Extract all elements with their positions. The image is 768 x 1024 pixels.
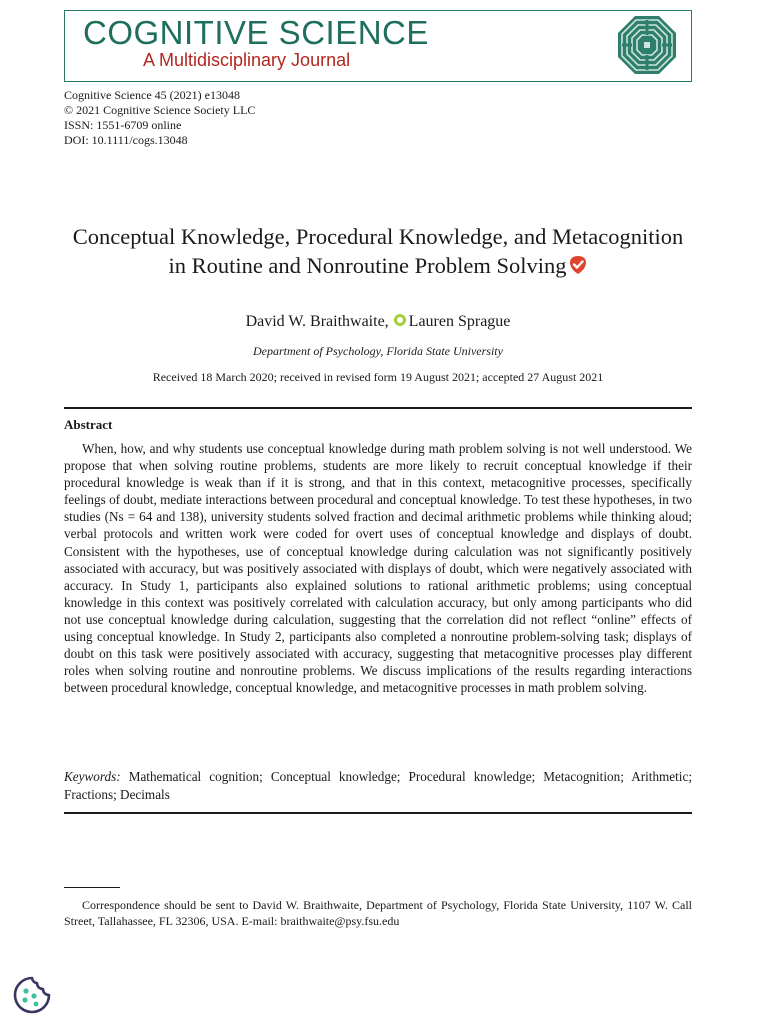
citation: Cognitive Science 45 (2021) e13048 (64, 88, 240, 102)
author-braithwaite: David W. Braithwaite, (245, 313, 389, 330)
cookie-icon[interactable] (12, 975, 52, 1015)
abstract-bottom-rule (64, 812, 692, 814)
issn: ISSN: 1551-6709 online (64, 118, 182, 132)
abstract-top-rule (64, 407, 692, 409)
journal-name: COGNITIVE SCIENCE (83, 14, 429, 51)
author-list (64, 311, 692, 333)
affiliation: Department of Psychology, Florida State University (253, 344, 503, 358)
copyright: © 2021 Cognitive Science Society LLC (64, 103, 256, 117)
article-title-text: Conceptual Knowledge, Procedural Knowledge, and Metacognition in Routine and Nonroutine Problem Solving (72, 224, 684, 278)
journal-header (64, 10, 692, 82)
correspondence-footnote: Correspondence should be sent to David W. Braithwaite, Department of Psychology, Florida State University, 1107 W. Call Street, Tallahassee, FL 32306, USA. E-mail: braithwaite@psy.fsu.edu (64, 898, 692, 928)
doi[interactable]: DOI: 10.1111/cogs.13048 (64, 133, 188, 147)
abstract-heading: Abstract (64, 417, 113, 432)
keywords-label: Keywords: (64, 769, 121, 784)
citation-meta (64, 88, 255, 148)
footnote-rule (64, 887, 120, 888)
orcid-icon[interactable] (394, 314, 406, 326)
article-title (64, 222, 692, 280)
keywords (64, 768, 692, 803)
journal-subtitle: A Multidisciplinary Journal (143, 50, 351, 70)
author-sprague: Lauren Sprague (408, 313, 511, 330)
received-dates: Received 18 March 2020; received in revised form 19 August 2021; accepted 27 August 2021 (152, 370, 604, 384)
keywords-list: Mathematical cognition; Conceptual knowledge; Procedural knowledge; Metacognition; Arithmetic; Fractions; Decimals (64, 769, 692, 802)
labyrinth-logo-icon (617, 15, 677, 75)
crossmark-check-icon[interactable] (568, 255, 588, 275)
abstract-body: When, how, and why students use conceptual knowledge during math problem solving is not well understood. We propose that when solving routine problems, students are more likely to recruit conceptual knowledge if their procedural knowledge is weak than if it is strong, and that in this context, metacognitive processes, specifically feelings of doubt, mediate interactions between procedural and conceptual knowledge. To test these hypotheses, in two studies (Ns = 64 and 138), university students solved fraction and decimal arithmetic problems while thinking aloud; verbal protocols and written work were coded for overt uses of conceptual knowledge and displays of doubt. Consistent with the hypotheses, use of conceptual knowledge during calculation was not significantly positively associated with accuracy, but was positively associated with displays of doubt, which were negatively associated with accuracy. In Study 1, participants also explained solutions to rational arithmetic problems; using conceptual knowledge in this context was positively correlated with calculation accuracy, but only among participants who did not use conceptual knowledge during calculation, suggesting that the correlation did not reflect “online” effects of using conceptual knowledge. In Study 2, participants also completed a nonroutine problem-solving task; displays of doubt on this task were positively associated with accuracy, suggesting that metacognitive processes play different roles when solving routine and nonroutine problems. We discuss implications of the results regarding interactions between procedural knowledge, conceptual knowledge, and metacognitive processes in math problem solving. (64, 441, 692, 696)
